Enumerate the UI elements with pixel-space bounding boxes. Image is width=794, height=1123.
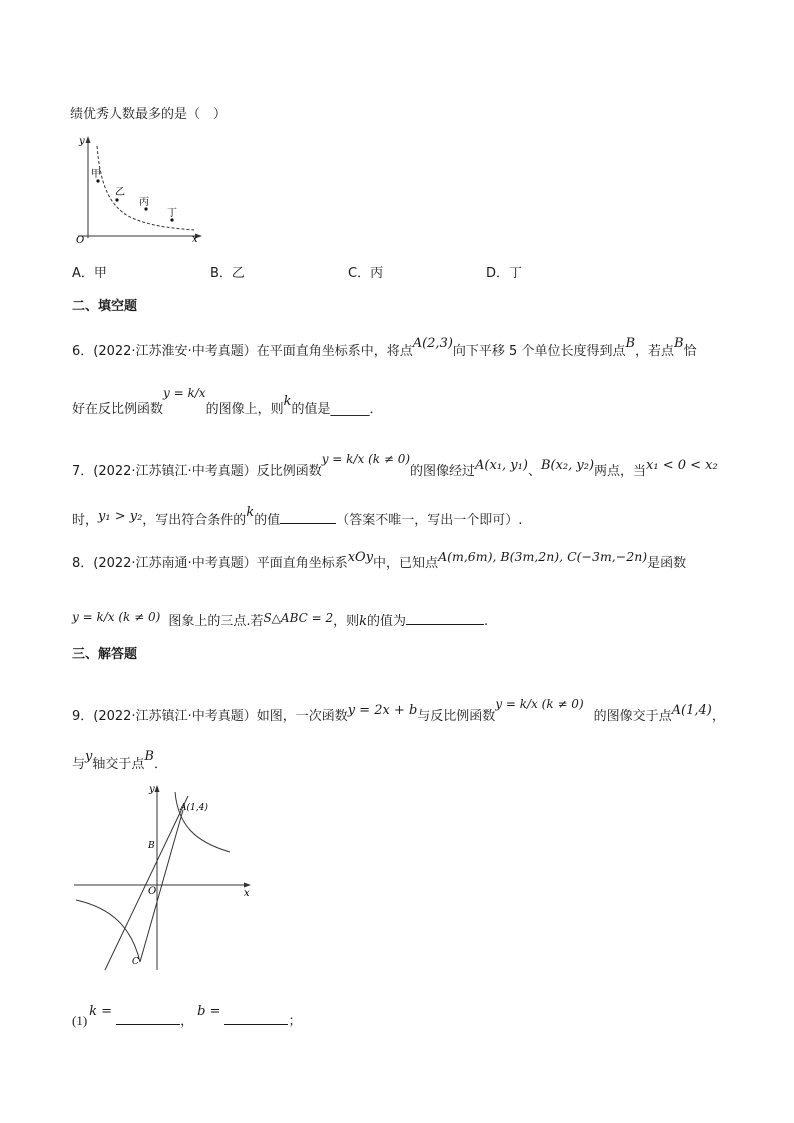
option-a[interactable]: A．甲 bbox=[72, 266, 107, 281]
question-7-line-2: 时，y₁ > y₂，写出符合条件的k的值 （答案不唯一，写出一个即可）. bbox=[72, 505, 523, 528]
question-7-line-1: 7．(2022·江苏镇江·中考真题）反比例函数y = k/x (k ≠ 0)的图像经过A(x₁, y₁)、B(x₂, y₂)两点，当x₁ < 0 < x₂ bbox=[72, 452, 718, 479]
section-heading-fill-in: 二、填空题 bbox=[72, 299, 138, 314]
option-b[interactable]: B．乙 bbox=[210, 266, 245, 281]
fig2-y-label: y bbox=[149, 784, 155, 795]
q9-b-blank[interactable] bbox=[224, 1012, 288, 1025]
figure-1-inverse-plot bbox=[70, 132, 210, 246]
q7-answer-blank[interactable] bbox=[280, 511, 336, 524]
fig2-origin-label: O bbox=[148, 886, 157, 897]
question-8-line-2: y = k/x (k ≠ 0) 图象上的三点.若S△ABC = 2，则k的值为 . bbox=[72, 610, 489, 629]
fig1-origin-label: O bbox=[76, 235, 85, 246]
q9-k-blank[interactable] bbox=[116, 1012, 180, 1025]
option-d[interactable]: D．丁 bbox=[486, 266, 523, 281]
question-5-tail: 绩优秀人数最多的是（ ） bbox=[70, 107, 227, 122]
question-6-line-2: 好在反比例函数y = k/x的图像上，则k的值是______． bbox=[72, 386, 383, 417]
q8-answer-blank[interactable] bbox=[406, 612, 484, 625]
fig1-label-jia: 甲 bbox=[91, 169, 101, 180]
fig1-label-yi: 乙 bbox=[115, 187, 125, 198]
question-8-line-1: 8．(2022·江苏南通·中考真题）平面直角坐标系xOy中，已知点A(m,6m), B(3m,2n), C(−3m,−2n)是函数 bbox=[72, 549, 687, 571]
fig2-point-a-label: A(1,4) bbox=[180, 803, 208, 813]
fig1-label-bing: 丙 bbox=[139, 197, 149, 208]
fig1-y-label: y bbox=[79, 136, 85, 147]
question-6-line-1: 6．(2022·江苏淮安·中考真题）在平面直角坐标系中，将点A(2,3)向下平移 5 个单位长度得到点B，若点B恰 bbox=[72, 336, 697, 359]
point-yi bbox=[115, 198, 118, 201]
question-9-line-2: 与y轴交于点B． bbox=[72, 749, 167, 772]
fig1-x-label: x bbox=[192, 234, 198, 245]
question-9-line-1: 9．(2022·江苏镇江·中考真题）如图，一次函数y = 2x + b与反比例函数y = k/x (k ≠ 0)的图像交于点A(1,4)， bbox=[72, 697, 725, 724]
question-9-part-1: (1)k =，b =； bbox=[72, 1004, 302, 1029]
option-c[interactable]: C．丙 bbox=[348, 266, 384, 281]
fig2-point-c-label: C bbox=[132, 957, 139, 967]
fig2-x-label: x bbox=[244, 888, 250, 899]
section-heading-solutions: 三、解答题 bbox=[72, 647, 138, 662]
figure-2-function-graph bbox=[70, 780, 255, 972]
fig1-label-ding: 丁 bbox=[167, 208, 177, 219]
fig2-point-b-label: B bbox=[148, 841, 155, 851]
